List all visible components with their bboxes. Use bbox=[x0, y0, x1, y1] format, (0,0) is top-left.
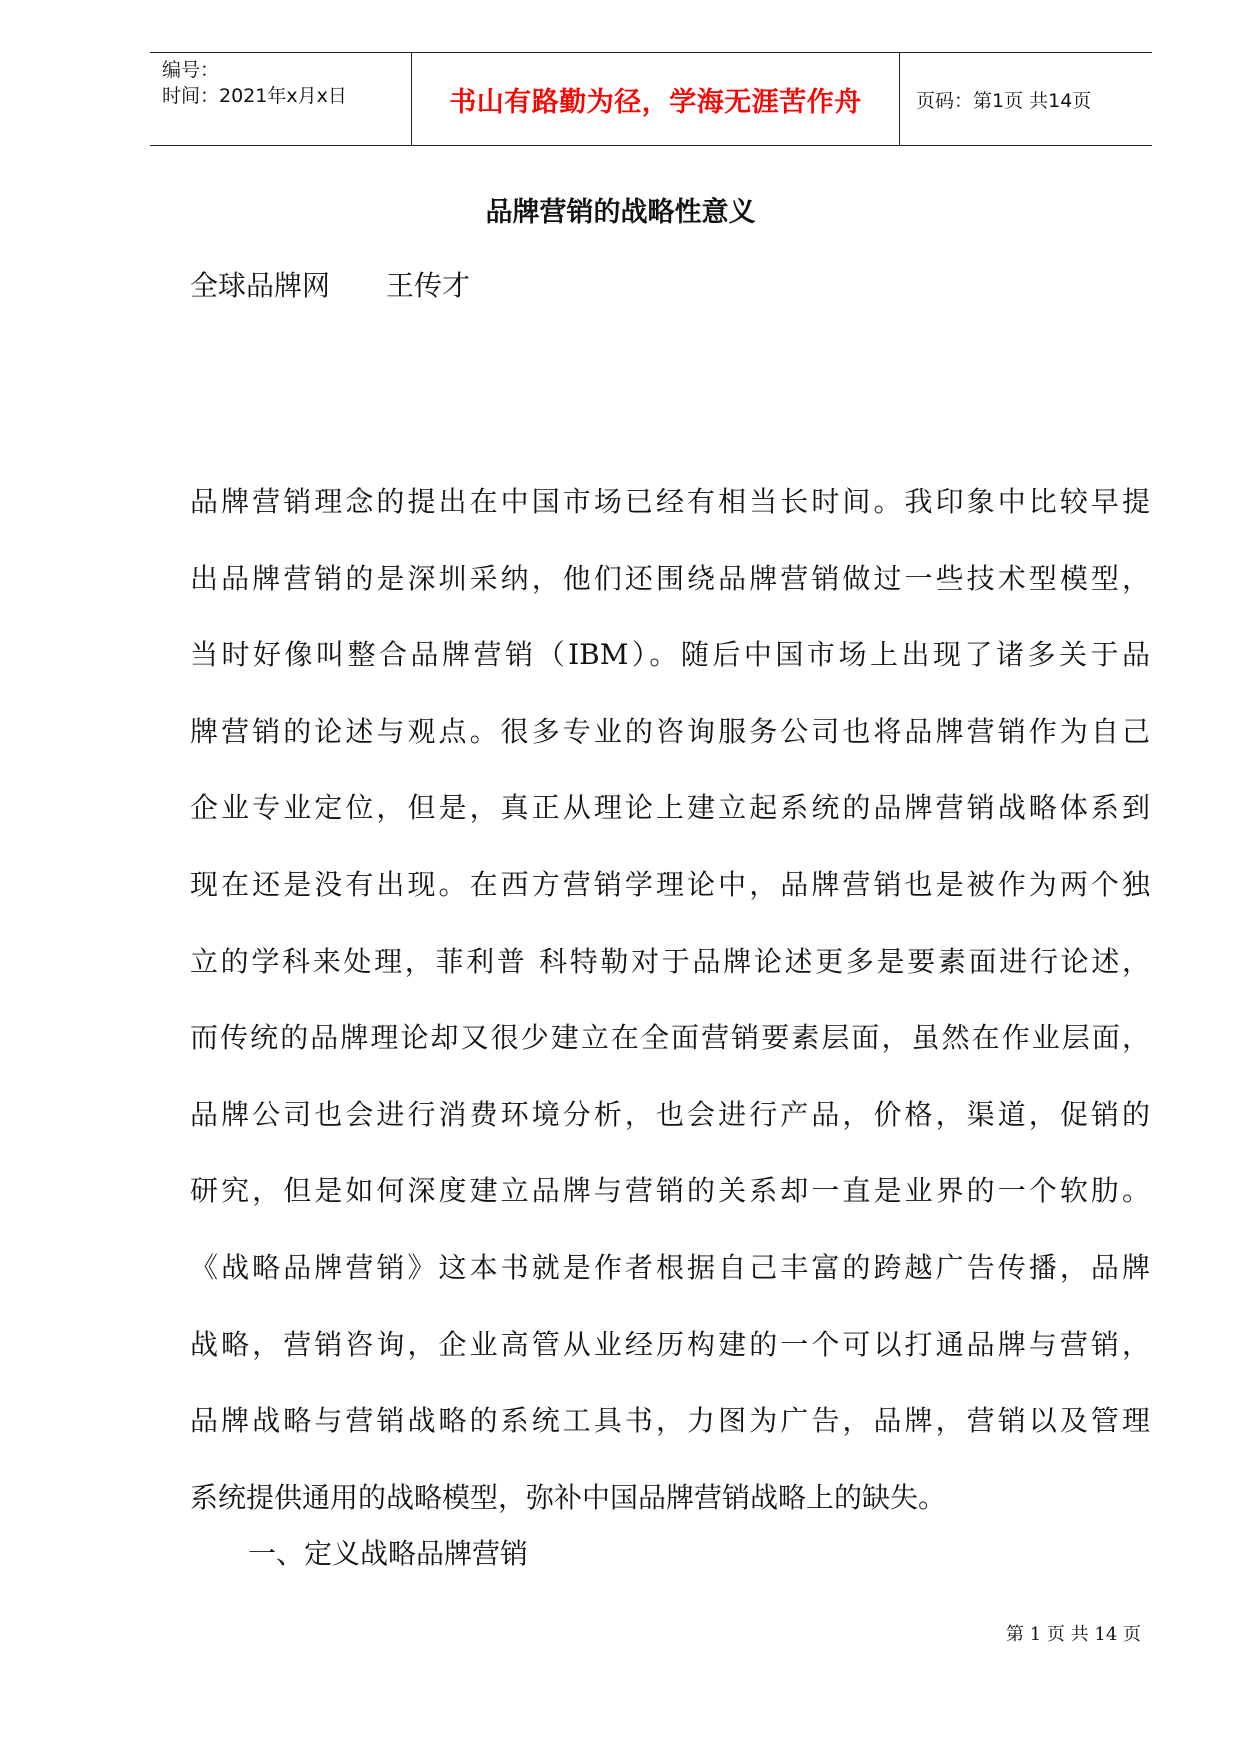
paragraph-line: 品牌营销理念的提出在中国市场已经有相当长时间。我印象中比较早提 bbox=[190, 485, 1150, 518]
section-heading: 一、定义战略品牌营销 bbox=[248, 1537, 529, 1570]
author-name: 王传才 bbox=[386, 269, 471, 302]
byline bbox=[190, 264, 470, 304]
document-title: 品牌营销的战略性意义 bbox=[485, 197, 756, 228]
header-page-info: 页码：第1页 共14页 bbox=[916, 89, 1092, 112]
paragraph-line: 而传统的品牌理论却又很少建立在全面营销要素层面，虽然在作业层面， bbox=[190, 1021, 1150, 1055]
page-footer: 第 1 页 共 14 页 bbox=[1006, 1624, 1141, 1645]
paragraph-line: 研究，但是如何深度建立品牌与营销的关系却一直是业界的一个软肋。 bbox=[190, 1174, 1150, 1208]
header-motto-cell bbox=[412, 53, 900, 145]
document-header bbox=[150, 52, 1152, 146]
number-label: 编号： bbox=[162, 59, 220, 81]
paragraph-line: 当时好像叫整合品牌营销（IBM）。随后中国市场上出现了诸多关于品 bbox=[190, 638, 1150, 672]
paragraph-line: 品牌战略与营销战略的系统工具书，力图为广告，品牌，营销以及管理 bbox=[190, 1404, 1150, 1438]
header-meta-cell bbox=[150, 53, 412, 145]
source-name: 全球品牌网 bbox=[190, 269, 331, 302]
paragraph-line: 品牌公司也会进行消费环境分析，也会进行产品，价格，渠道，促销的 bbox=[190, 1097, 1150, 1131]
body-paragraph bbox=[190, 482, 1150, 1554]
paragraph-line: 立的学科来处理，菲利普 科特勒对于品牌论述更多是要素面进行论述， bbox=[190, 944, 1150, 978]
paragraph-line: 出品牌营销的是深圳采纳，他们还围绕品牌营销做过一些技术型模型， bbox=[190, 561, 1150, 595]
time-label: 时间：2021年x月x日 bbox=[162, 85, 347, 107]
paragraph-line: 牌营销的论述与观点。很多专业的咨询服务公司也将品牌营销作为自己 bbox=[190, 714, 1150, 748]
motto-text: 书山有路勤为径，学海无涯苦作舟 bbox=[449, 86, 862, 118]
paragraph-line: 企业专业定位，但是，真正从理论上建立起系统的品牌营销战略体系到 bbox=[190, 791, 1150, 825]
paragraph-line: 现在还是没有出现。在西方营销学理论中，品牌营销也是被作为两个独 bbox=[190, 867, 1150, 901]
header-page-cell bbox=[900, 53, 1152, 145]
paragraph-line: 系统提供通用的战略模型，弥补中国品牌营销战略上的缺失。 bbox=[190, 1480, 947, 1514]
paragraph-line: 战略，营销咨询，企业高管从业经历构建的一个可以打通品牌与营销， bbox=[190, 1327, 1150, 1361]
paragraph-line: 《战略品牌营销》这本书就是作者根据自己丰富的跨越广告传播，品牌 bbox=[190, 1250, 1150, 1284]
